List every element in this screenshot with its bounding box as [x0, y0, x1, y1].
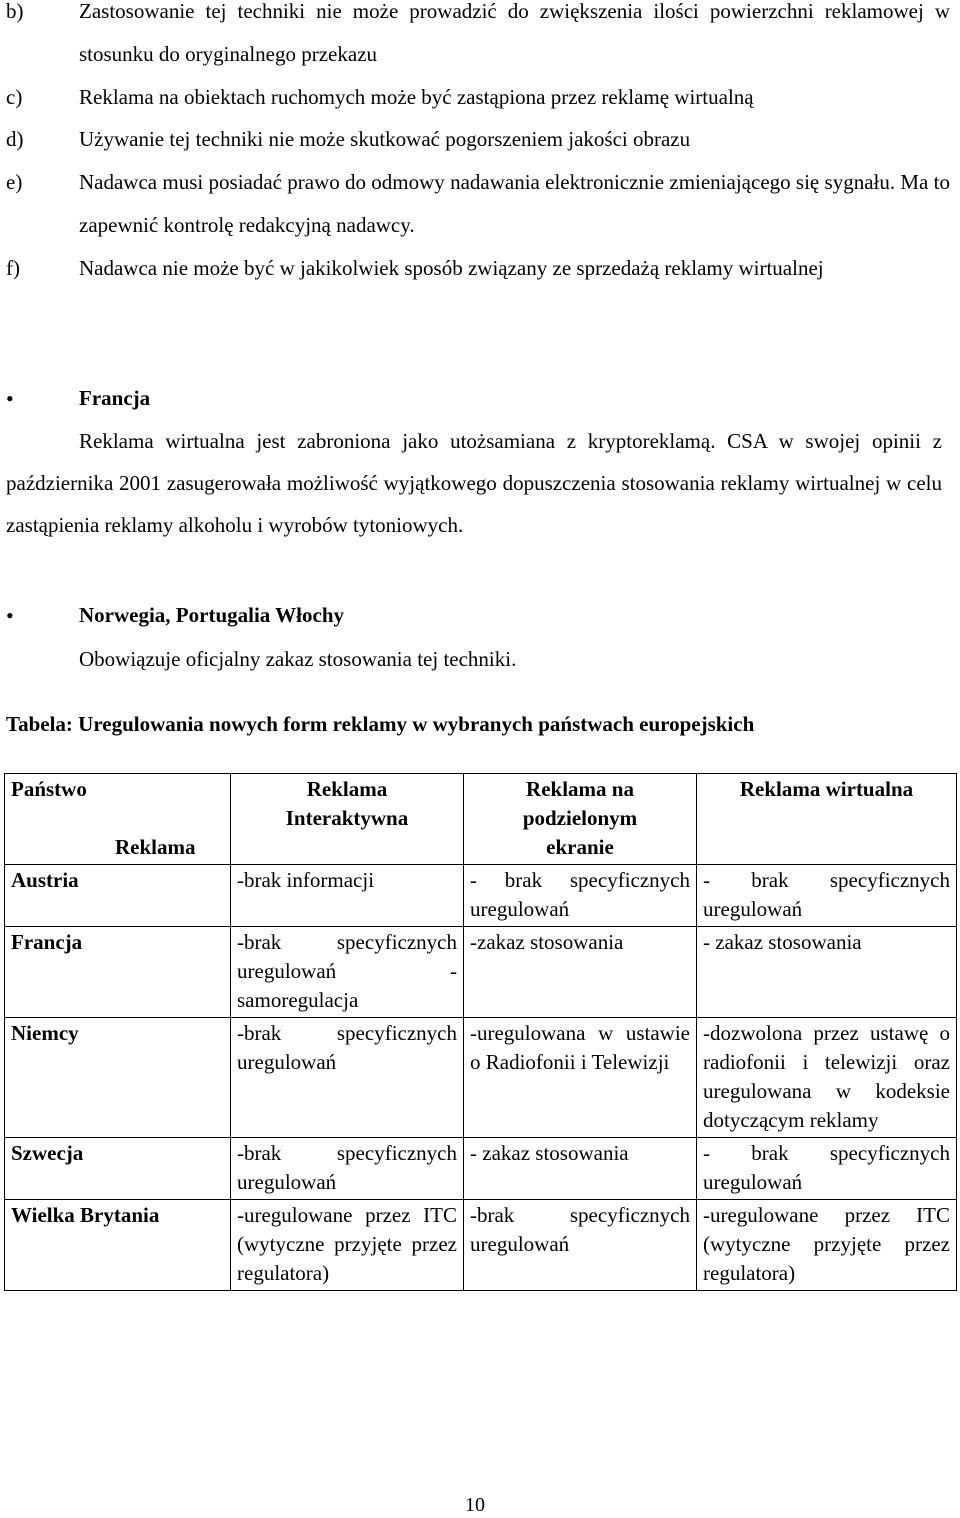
header-virtual: Reklama wirtualna	[697, 774, 957, 865]
section-norwegia-header	[0, 603, 960, 633]
virtual-cell: -dozwolona przez ustawę o radiofonii i telewizji oraz uregulowana w kodeksie dotyczącym reklamy	[697, 1018, 957, 1138]
list-item-e	[6, 161, 950, 247]
list-item-text: Używanie tej techniki nie może skutkować pogorszeniem jakości obrazu	[79, 127, 691, 151]
section-heading: Norwegia, Portugalia Włochy	[79, 603, 345, 627]
virtual-cell: - zakaz stosowania	[697, 927, 957, 1018]
list-item-text: Nadawca nie może być w jakikolwiek sposób związany ze sprzedażą reklamy wirtualnej	[79, 256, 824, 280]
list-item-b	[6, 0, 950, 76]
virtual-cell: - brak specyficznych uregulowań	[697, 865, 957, 927]
section-heading: Francja	[79, 386, 151, 410]
list-marker: f)	[6, 256, 20, 280]
interactive-cell: -brak specyficznych uregulowań -samoregulacja	[231, 927, 464, 1018]
split-screen-cell: -zakaz stosowania	[464, 927, 697, 1018]
table-row	[5, 1200, 957, 1291]
country-cell: Niemcy	[5, 1018, 231, 1138]
list-item-text: Nadawca musi posiadać prawo do odmowy nadawania elektronicznie zmieniającego się sygnału. Ma to zapewnić kontrolę redakcyjną nadawcy.	[79, 170, 950, 237]
interactive-cell: -brak specyficznych uregulowań	[231, 1018, 464, 1138]
virtual-cell: -uregulowane przez ITC (wytyczne przyjęte przez regulatora)	[697, 1200, 957, 1291]
list-item-c	[6, 76, 950, 119]
list-item-f	[6, 247, 950, 290]
interactive-cell: -uregulowane przez ITC (wytyczne przyjęte przez regulatora)	[231, 1200, 464, 1291]
regulations-table	[4, 773, 957, 1291]
country-cell: Szwecja	[5, 1138, 231, 1200]
virtual-cell: - brak specyficznych uregulowań	[697, 1138, 957, 1200]
split-screen-cell: -uregulowana w ustawie o Radiofonii i Telewizji	[464, 1018, 697, 1138]
header-country	[5, 774, 231, 865]
interactive-cell: -brak specyficznych uregulowań	[231, 1138, 464, 1200]
list-item-text: Zastosowanie tej techniki nie może prowadzić do zwiększenia ilości powierzchni reklamowej w stosunku do oryginalnego przekazu	[79, 0, 950, 66]
country-cell: Francja	[5, 927, 231, 1018]
section-francja-body: Reklama wirtualna jest zabroniona jako utożsamiana z kryptoreklamą. CSA w swojej opinii z października 2001 zasugerowała możliwość wyjątkowego dopuszczenia stosowania reklamy wirtualnej w celu zastąpienia reklamy alkoholu i wyrobów tytoniowych.	[6, 429, 942, 537]
header-country-label: Państwo	[11, 777, 87, 801]
split-screen-cell: - zakaz stosowania	[464, 1138, 697, 1200]
table-header-row	[5, 774, 957, 865]
split-screen-cell: - brak specyficznych uregulowań	[464, 865, 697, 927]
page-number: 10	[465, 1494, 485, 1516]
list-marker: c)	[6, 85, 23, 109]
split-screen-cell: -brak specyficznych uregulowań	[464, 1200, 697, 1291]
header-advert-label: Reklama	[115, 835, 196, 859]
list-item-text: Reklama na obiektach ruchomych może być zastąpiona przez reklamę wirtualną	[79, 85, 754, 109]
list-marker: d)	[6, 127, 24, 151]
table-caption: Tabela: Uregulowania nowych form reklamy w wybranych państwach europejskich	[6, 712, 755, 736]
country-cell: Austria	[5, 865, 231, 927]
country-cell: Wielka Brytania	[5, 1200, 231, 1291]
bullet-icon: •	[6, 603, 14, 628]
table-row	[5, 1018, 957, 1138]
list-marker: b)	[6, 0, 24, 23]
list-marker: e)	[6, 170, 23, 194]
list-item-d	[6, 118, 950, 161]
section-francja-header	[0, 386, 960, 416]
table-row	[5, 865, 957, 927]
table-row	[5, 927, 957, 1018]
table-row	[5, 1138, 957, 1200]
header-interactive: Reklama Interaktywna	[231, 774, 464, 865]
header-split-screen: Reklama na podzielonym ekranie	[464, 774, 697, 865]
section-norwegia-body: Obowiązuje oficjalny zakaz stosowania tej techniki.	[79, 647, 517, 671]
interactive-cell: -brak informacji	[231, 865, 464, 927]
bullet-icon: •	[6, 386, 14, 411]
